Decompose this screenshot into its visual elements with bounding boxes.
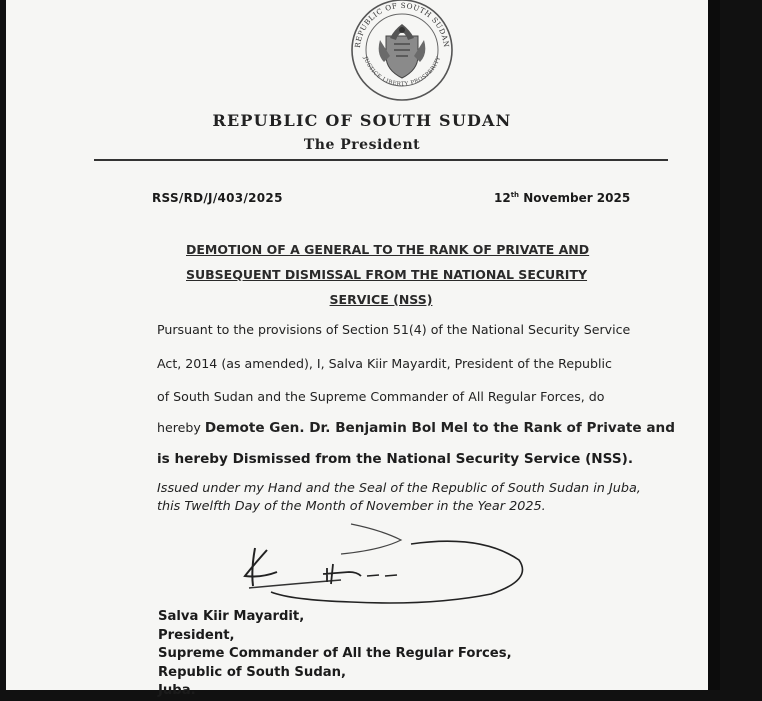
issued-line-1: Issued under my Hand and the Seal of the Republic of South Sudan in Juba, — [157, 481, 641, 496]
subject-heading — [186, 237, 616, 312]
subject-line-3: SERVICE (NSS) — [329, 292, 433, 307]
issued-statement — [157, 480, 641, 516]
signatory-title-2: Supreme Commander of All the Regular Forces, — [158, 646, 512, 661]
decree-bold-text: Demote Gen. Dr. Benjamin Bol Mel to the Rank of Private and — [204, 420, 675, 436]
body-line-2: Act, 2014 (as amended), I, Salva Kiir Mayardit, President of the Republic — [157, 356, 612, 371]
reference-number: RSS/RD/J/403/2025 — [152, 191, 283, 205]
signatory-title-3: Republic of South Sudan, — [158, 664, 347, 680]
header-divider — [94, 159, 668, 161]
subject-line-1: DEMOTION OF A GENERAL TO THE RANK OF PRIVATE AND — [186, 242, 590, 257]
body-line-4: hereby Demote Gen. Dr. Benjamin Bol Mel to the Rank of Private and — [157, 420, 675, 436]
signatory-block — [158, 608, 512, 701]
letterhead-office: The President — [303, 137, 421, 153]
letterhead-country: REPUBLIC OF SOUTH SUDAN — [212, 111, 512, 130]
body-line-3: of South Sudan and the Supreme Commander of All Regular Forces, do — [157, 389, 605, 404]
signatory-name: Salva Kiir Mayardit, — [158, 609, 305, 624]
signatory-place: Juba. — [158, 683, 196, 698]
seal-text-top: REPUBLIC OF SOUTH SUDAN — [352, 0, 452, 49]
body-line-1: Pursuant to the provisions of Section 51(4) of the National Security Service — [157, 322, 631, 337]
seal-text-bottom: JUSTICE LIBERTY PROSPERITY — [361, 55, 443, 88]
subject-line-2: SUBSEQUENT DISMISSAL FROM THE NATIONAL SECURITY — [186, 267, 588, 282]
presidential-signature — [231, 520, 551, 610]
signatory-title-1: President, — [158, 627, 235, 643]
body-line-5: is hereby Dismissed from the National Security Service (NSS). — [157, 451, 634, 467]
document-page — [6, 0, 708, 698]
document-date: 12th November 2025 — [494, 191, 631, 205]
presidential-seal-icon — [346, 0, 458, 104]
issued-line-2: this Twelfth Day of the Month of November in the Year 2025. — [157, 499, 546, 514]
scan-border — [708, 0, 720, 690]
